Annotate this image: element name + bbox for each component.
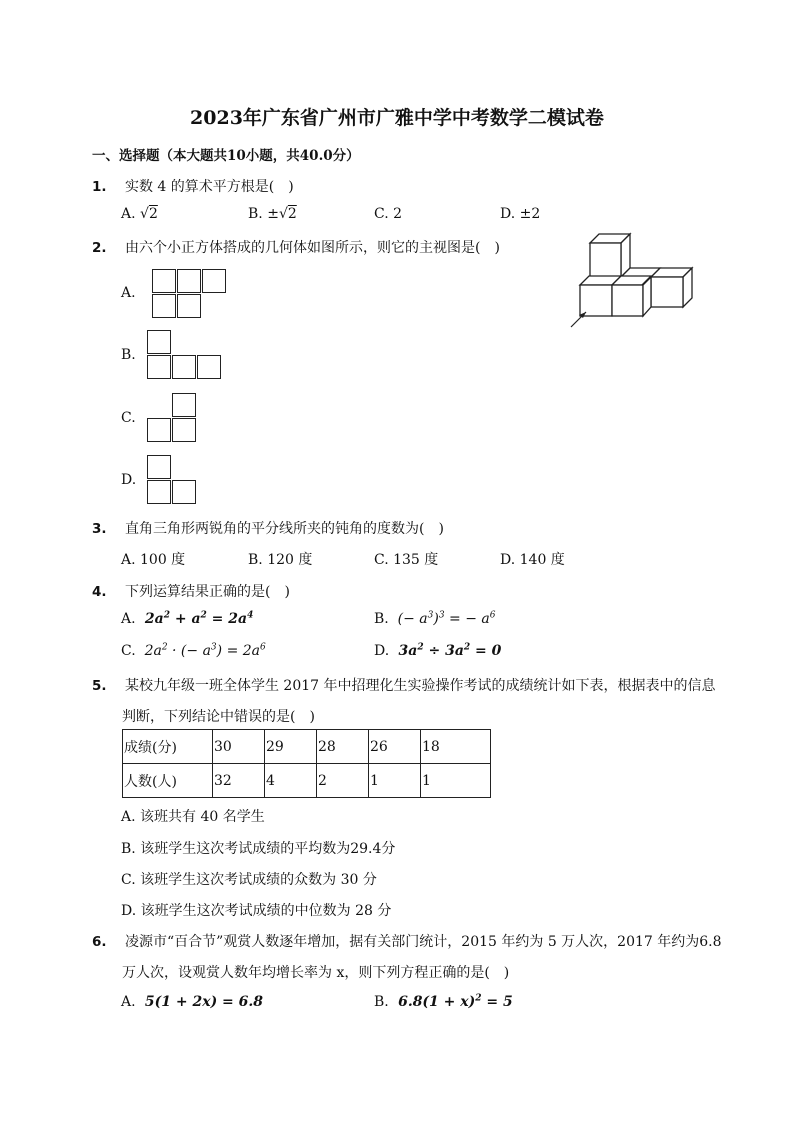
option-d xyxy=(374,643,501,659)
option-value: 2 xyxy=(287,206,297,222)
question-5 xyxy=(92,675,716,695)
table-cell: 26 xyxy=(369,730,421,764)
table-row xyxy=(123,764,491,798)
option-d: D. 140 度 xyxy=(500,552,565,568)
table-cell: 30 xyxy=(213,730,265,764)
option-a xyxy=(121,994,263,1010)
option-value: 2 xyxy=(148,206,158,222)
plus-minus-sign: ± xyxy=(267,206,279,222)
question-3 xyxy=(92,518,444,538)
question-text: 下列运算结果正确的是( ) xyxy=(124,584,290,600)
option-a xyxy=(121,206,158,222)
equation: $2a^2 + a^2 = 2a^4$ xyxy=(140,610,254,627)
question-text: 直角三角形两锐角的平分线所夹的钝角的度数为( ) xyxy=(124,521,444,537)
equation: $3a^2 \div 3a^2 = 0$ xyxy=(393,642,502,659)
option-label: B. xyxy=(374,994,389,1010)
option-b xyxy=(248,206,297,222)
question-text-continued: 判断，下列结论中错误的是( ) xyxy=(122,709,315,725)
option-label: B. xyxy=(248,206,263,222)
option-a xyxy=(121,611,253,627)
option-label: A. xyxy=(121,206,136,222)
table-cell: 人数(人) xyxy=(123,764,213,798)
table-row xyxy=(123,730,491,764)
option-label: B. xyxy=(374,611,389,627)
option-c-label: C. xyxy=(121,410,136,426)
option-b xyxy=(374,611,496,627)
question-number: 1. xyxy=(92,179,107,195)
question-6 xyxy=(92,931,722,951)
option-d: D. ±2 xyxy=(500,206,541,222)
option-a: A. 100 度 xyxy=(121,552,186,568)
question-number: 5. xyxy=(92,678,107,694)
table-cell: 4 xyxy=(265,764,317,798)
question-text: 凌源市“百合节”观赏人数逐年增加，据有关部门统计，2015 年约为 5 万人次，2017 年约为6.8 xyxy=(124,934,722,950)
sqrt-icon: √ xyxy=(278,206,288,222)
option-b: B. 120 度 xyxy=(248,552,313,568)
cube-figure xyxy=(566,232,700,332)
question-number: 2. xyxy=(92,240,107,256)
option-label: A. xyxy=(121,611,136,627)
question-text: 某校九年级一班全体学生 2017 年中招理化生实验操作考试的成绩统计如下表，根据表中的信息 xyxy=(124,678,716,694)
question-number: 6. xyxy=(92,934,107,950)
option-label: C. xyxy=(121,643,136,659)
option-c xyxy=(121,643,266,659)
equation: 5(1 + 2x) = 6.8 xyxy=(140,994,264,1010)
option-c: C. 2 xyxy=(374,206,403,222)
option-a: A. 该班共有 40 名学生 xyxy=(121,809,265,825)
question-2 xyxy=(92,237,500,257)
question-number: 3. xyxy=(92,521,107,537)
table-cell: 成绩(分) xyxy=(123,730,213,764)
table-cell: 28 xyxy=(317,730,369,764)
table-cell: 18 xyxy=(421,730,491,764)
option-c: C. 135 度 xyxy=(374,552,439,568)
equation: $6.8(1 + x)^2 = 5$ xyxy=(393,993,513,1010)
question-1 xyxy=(92,176,294,196)
question-number: 4. xyxy=(92,584,107,600)
option-b: B. 该班学生这次考试成绩的平均数为29.4分 xyxy=(121,841,396,857)
equation: $2a^2$ · (− $a^3) = 2a^6$ xyxy=(140,642,266,659)
question-text-continued: 万人次，设观赏人数年均增长率为 x，则下列方程正确的是( ) xyxy=(122,965,510,981)
option-d: D. 该班学生这次考试成绩的中位数为 28 分 xyxy=(121,903,392,919)
equation: (− $a^3)^3$ = − $a^6$ xyxy=(393,610,496,627)
option-label: A. xyxy=(121,994,136,1010)
table-cell: 32 xyxy=(213,764,265,798)
table-cell: 29 xyxy=(265,730,317,764)
table-cell: 2 xyxy=(317,764,369,798)
question-text: 由六个小正方体搭成的几何体如图所示，则它的主视图是( ) xyxy=(124,240,500,256)
score-table xyxy=(122,729,491,798)
sqrt-icon: √ xyxy=(140,206,149,222)
question-text: 实数 4 的算术平方根是( ) xyxy=(124,179,294,195)
option-b-label: B. xyxy=(121,347,136,363)
table-cell: 1 xyxy=(369,764,421,798)
question-4 xyxy=(92,581,290,601)
option-c: C. 该班学生这次考试成绩的众数为 30 分 xyxy=(121,872,377,888)
page-title: 2023年广东省广州市广雅中学中考数学二模试卷 xyxy=(190,107,604,129)
option-b xyxy=(374,994,513,1010)
option-label: D. xyxy=(374,643,390,659)
section-heading: 一、选择题（本大题共10小题，共40.0分） xyxy=(92,148,360,164)
option-d-label: D. xyxy=(121,472,137,488)
option-a-label: A. xyxy=(121,285,136,301)
table-cell: 1 xyxy=(421,764,491,798)
